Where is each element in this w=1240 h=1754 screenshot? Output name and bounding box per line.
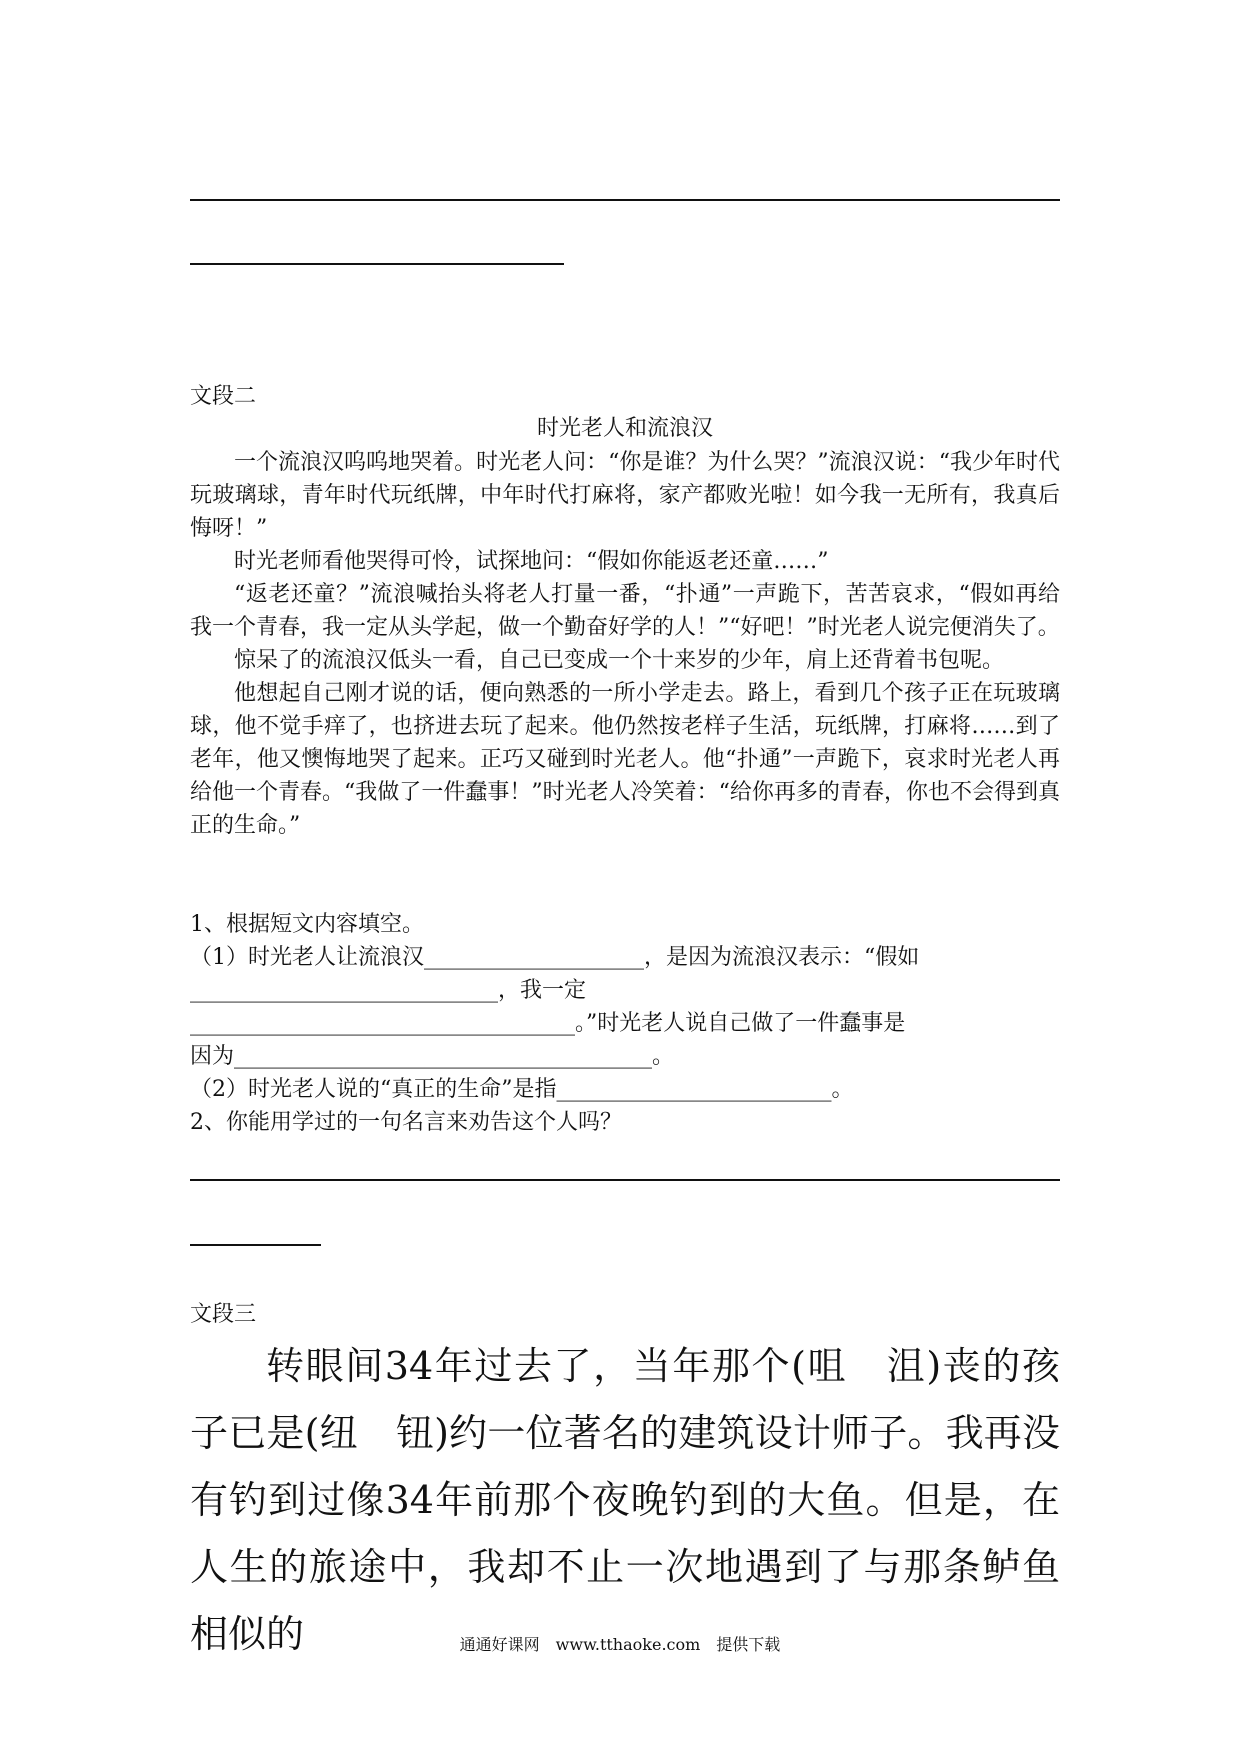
question-line: 1、根据短文内容填空。	[190, 912, 424, 937]
story-paragraph: 一个流浪汉呜呜地哭着。时光老人问：“你是谁？为什么哭？”流浪汉说：“我少年时代玩玻璃球，青年时代玩纸牌，中年时代打麻将，家产都败光啦！如今我一无所有，我真后悔呀！”	[190, 450, 1060, 541]
question-block	[190, 908, 1060, 1139]
large-text-passage	[190, 1333, 1060, 1668]
story-text	[190, 446, 1060, 842]
story-paragraph: 惊呆了的流浪汉低头一看，自己已变成一个十来岁的少年，肩上还背着书包呢。	[234, 648, 1005, 673]
answer-line	[190, 1244, 321, 1246]
answer-line	[190, 1179, 1060, 1181]
answer-line	[190, 263, 564, 265]
section-label: 文段三	[190, 1302, 257, 1327]
question-line: 2、你能用学过的一句名言来劝告这个人吗？	[190, 1110, 622, 1135]
question-line: ____________________________，我一定	[190, 978, 587, 1003]
question-line: （1）时光老人让流浪汉____________________，是因为流浪汉表示：“假如	[190, 945, 920, 970]
story-paragraph: “返老还童？”流浪喊抬头将老人打量一番，“扑通”一声跪下，苦苦哀求，“假如再给我一个青春，我一定从头学起，做一个勤奋好学的人！”“好吧！”时光老人说完便消失了。	[190, 582, 1060, 640]
section-label: 文段二	[190, 384, 257, 409]
story-paragraph: 他想起自己刚才说的话，便向熟悉的一所小学走去。路上，看到几个孩子正在玩玻璃球，他不觉手痒了，也挤进去玩了起来。他仍然按老样子生活，玩纸牌，打麻将……到了老年，他又懊悔地哭了起来。正巧又碰到时光老人。他“扑通”一声跪下，哀求时光老人再给他一个青春。“我做了一件蠢事！”时光老人冷笑着：“给你再多的青春，你也不会得到真正的生命。”	[190, 681, 1060, 838]
passage-paragraph: 转眼间34年过去了，当年那个(咀 沮)丧的孩子已是(纽 钮)约一位著名的建筑设计师子。我再没有钓到过像34年前那个夜晚钓到的大鱼。但是，在人生的旅途中，我却不止一次地遇到了与那条鲈鱼相似的	[190, 1344, 1060, 1656]
question-line: （2）时光老人说的“真正的生命”是指_________________________。	[190, 1077, 854, 1102]
story-title: 时光老人和流浪汉	[536, 416, 713, 441]
question-line: ___________________________________。”时光老人说自己做了一件蠢事是	[190, 1011, 906, 1036]
footer-credit: 通通好课网 www.tthaoke.com 提供下载	[459, 1635, 781, 1654]
question-line: 因为______________________________________。	[190, 1044, 675, 1069]
answer-line	[190, 199, 1060, 201]
story-paragraph: 时光老师看他哭得可怜，试探地问：“假如你能返老还童……”	[234, 549, 829, 574]
